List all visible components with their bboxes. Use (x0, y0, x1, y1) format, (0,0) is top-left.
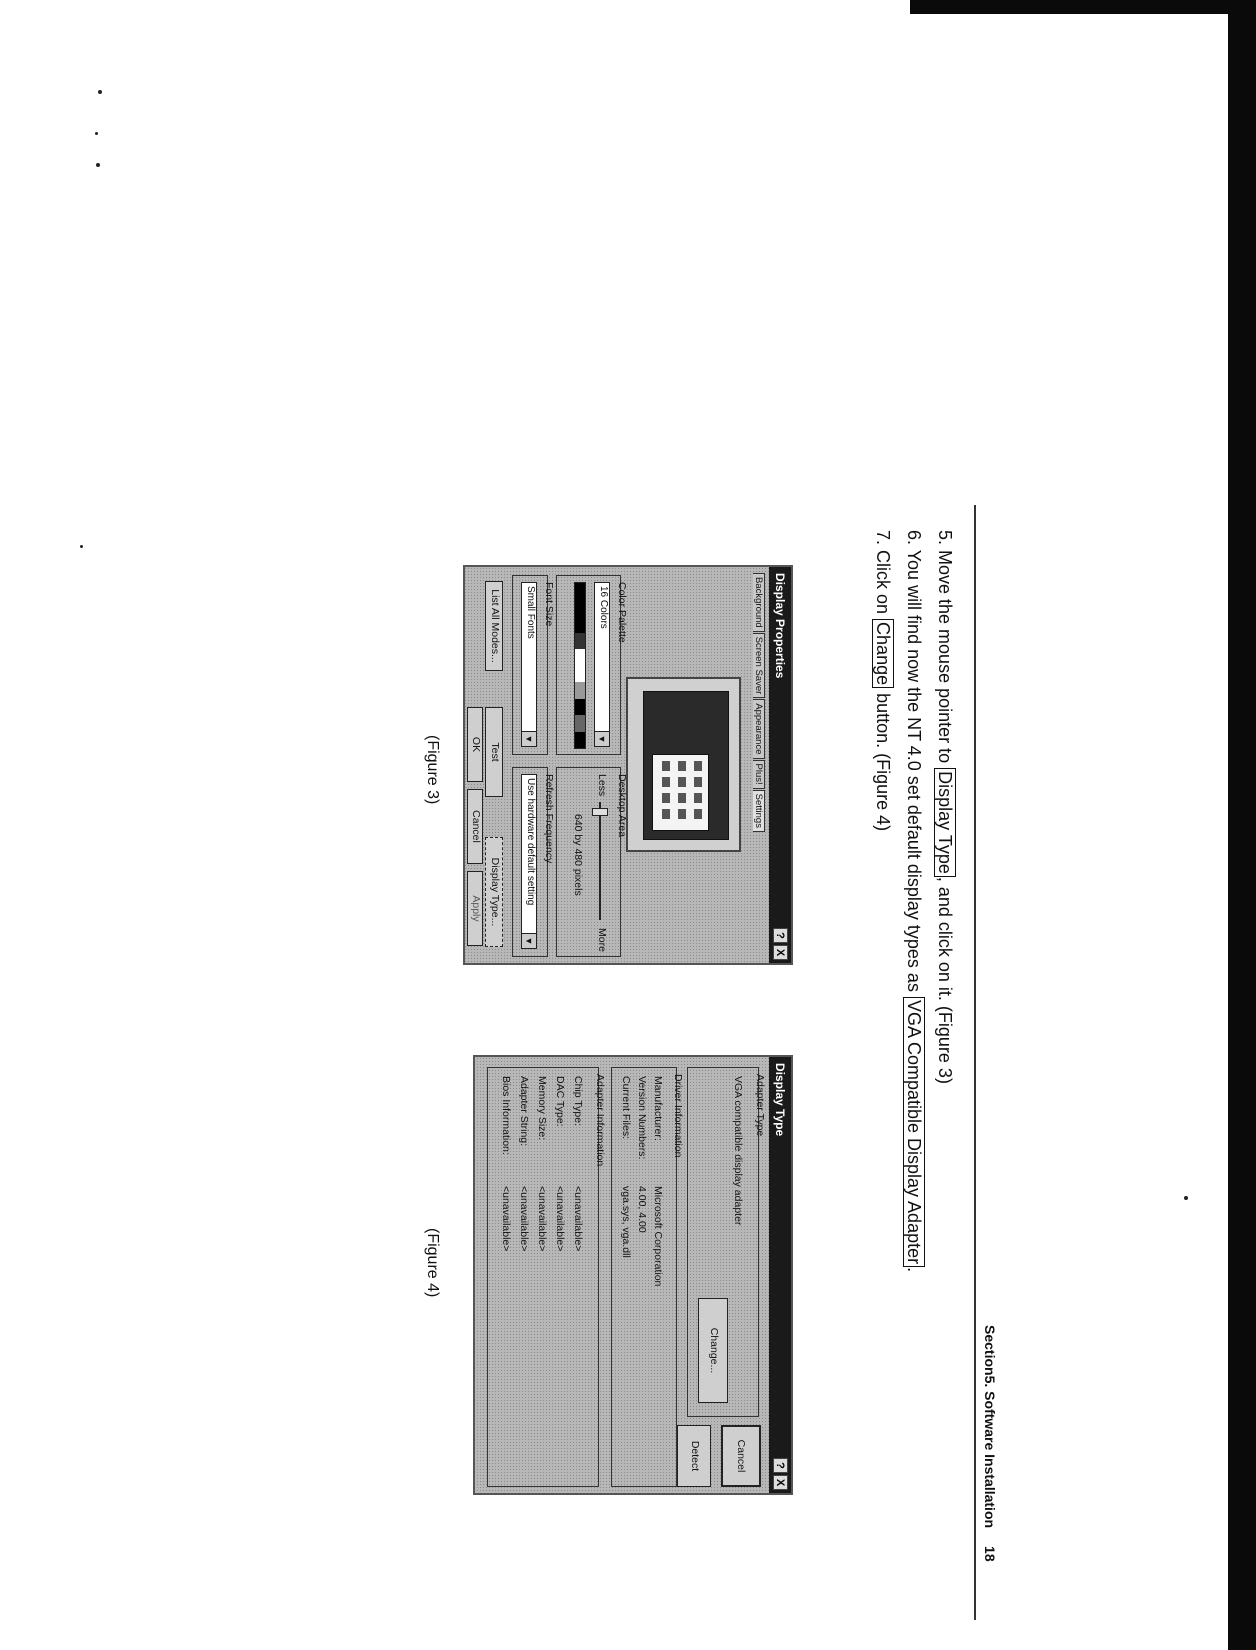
adapter-string-value: <unavailable> (518, 1186, 530, 1252)
refresh-frequency-label: Refresh Frequency (543, 774, 555, 864)
list-all-modes-button[interactable]: List All Modes... (485, 581, 503, 671)
instruction-steps (867, 530, 960, 1430)
color-palette-select[interactable]: 16 Colors ▼ (594, 582, 610, 747)
memory-size-value: <unavailable> (536, 1186, 548, 1252)
adapter-type-label: Adapter Type (754, 1074, 766, 1137)
close-icon[interactable]: X (773, 945, 788, 960)
dialog-title: Display Type (773, 1063, 787, 1137)
adapter-information-label: Adapter Information (594, 1074, 606, 1167)
step-7: 7. Click on Change button. (Figure 4) (873, 530, 893, 832)
tab-screen-saver[interactable]: Screen Saver (753, 633, 765, 699)
step-6: 6. You will find now the NT 4.0 set default display types as VGA Compatible Display Adapter. (904, 530, 924, 1273)
version-numbers-label: Version Numbers: (636, 1076, 648, 1160)
figure-3-caption: (Figure 3) (424, 735, 441, 805)
tab-bar (753, 573, 765, 833)
chevron-down-icon: ▼ (522, 933, 536, 948)
font-size-label: Font Size (543, 582, 555, 627)
version-numbers-value: 4.00, 4.00 (636, 1186, 648, 1233)
tab-background[interactable]: Background (753, 573, 765, 632)
page-number: 18 (982, 1546, 998, 1562)
chevron-down-icon: ▼ (522, 731, 536, 746)
color-palette-swatch (574, 582, 586, 749)
figure-4-caption: (Figure 4) (424, 1228, 441, 1298)
driver-information-group (611, 1067, 684, 1487)
current-files-label: Current Files: (620, 1076, 632, 1140)
refresh-frequency-group (512, 767, 555, 957)
chip-type-value: <unavailable> (572, 1186, 584, 1252)
desktop-area-label: Desktop Area (616, 774, 628, 838)
color-palette-label: Color Palette (616, 582, 628, 643)
dac-type-value: <unavailable> (554, 1186, 566, 1252)
ok-button[interactable]: OK (467, 707, 483, 782)
test-button[interactable]: Test (485, 707, 503, 797)
desktop-area-slider-track (599, 802, 601, 920)
tab-appearance[interactable]: Appearance (753, 699, 765, 758)
change-button[interactable]: Change... (698, 1298, 728, 1403)
font-size-group (512, 575, 555, 755)
adapter-type-group (687, 1067, 766, 1417)
dialog-titlebar (769, 1057, 791, 1493)
help-icon[interactable]: ? (773, 1458, 788, 1473)
step-6-keyword: VGA Compatible Display Adapter (903, 997, 925, 1267)
current-files-value: vga.sys, vga.dll (620, 1186, 632, 1258)
chip-type-label: Chip Type: (572, 1076, 584, 1127)
display-properties-dialog (463, 565, 793, 965)
color-palette-group (556, 575, 628, 755)
manufacturer-value: Microsoft Corporation (652, 1186, 664, 1287)
adapter-string-label: Adapter String: (518, 1076, 530, 1147)
chevron-down-icon: ▼ (595, 731, 609, 746)
tab-settings[interactable]: Settings (753, 790, 765, 832)
desktop-area-slider-handle[interactable] (592, 808, 608, 816)
display-type-button[interactable]: Display Type... (485, 837, 503, 947)
adapter-type-value: VGA compatible display adapter (732, 1076, 744, 1226)
dac-type-label: DAC Type: (554, 1076, 566, 1127)
adapter-information-group (487, 1067, 606, 1487)
help-icon[interactable]: ? (773, 928, 788, 943)
section-title: Section5. Software Installation (982, 1325, 998, 1529)
font-size-select[interactable]: Small Fonts ▼ (521, 582, 537, 747)
desktop-area-more: More (596, 928, 608, 952)
close-icon[interactable]: X (773, 1475, 788, 1490)
tab-plus[interactable]: Plus! (753, 760, 765, 789)
preview-window (652, 754, 709, 831)
desktop-area-group (556, 767, 628, 957)
dialog-title: Display Properties (773, 573, 787, 679)
bios-information-value: <unavailable> (500, 1186, 512, 1252)
step-5-keyword: Display Type (934, 768, 956, 877)
display-type-dialog (473, 1055, 793, 1495)
cancel-button[interactable]: Cancel (721, 1425, 761, 1487)
monitor-preview (626, 677, 741, 852)
refresh-frequency-select[interactable]: Use hardware default setting ▼ (521, 774, 537, 949)
cancel-button[interactable]: Cancel (467, 789, 483, 864)
apply-button[interactable]: Apply (467, 871, 483, 946)
memory-size-label: Memory Size: (536, 1076, 548, 1141)
desktop-area-value: 640 by 480 pixels (572, 814, 584, 896)
step-7-keyword: Change (872, 619, 894, 688)
header-rule (975, 505, 977, 1620)
page-header (982, 1325, 998, 1605)
driver-information-label: Driver Information (672, 1074, 684, 1158)
bios-information-label: Bios Information: (500, 1076, 512, 1155)
desktop-area-less: Less (596, 774, 608, 797)
step-5: 5. Move the mouse pointer to Display Type, and click on it. (Figure 3) (935, 530, 955, 1084)
manufacturer-label: Manufacturer: (652, 1076, 664, 1141)
dialog-titlebar (769, 567, 791, 963)
detect-button[interactable]: Detect (677, 1425, 711, 1487)
